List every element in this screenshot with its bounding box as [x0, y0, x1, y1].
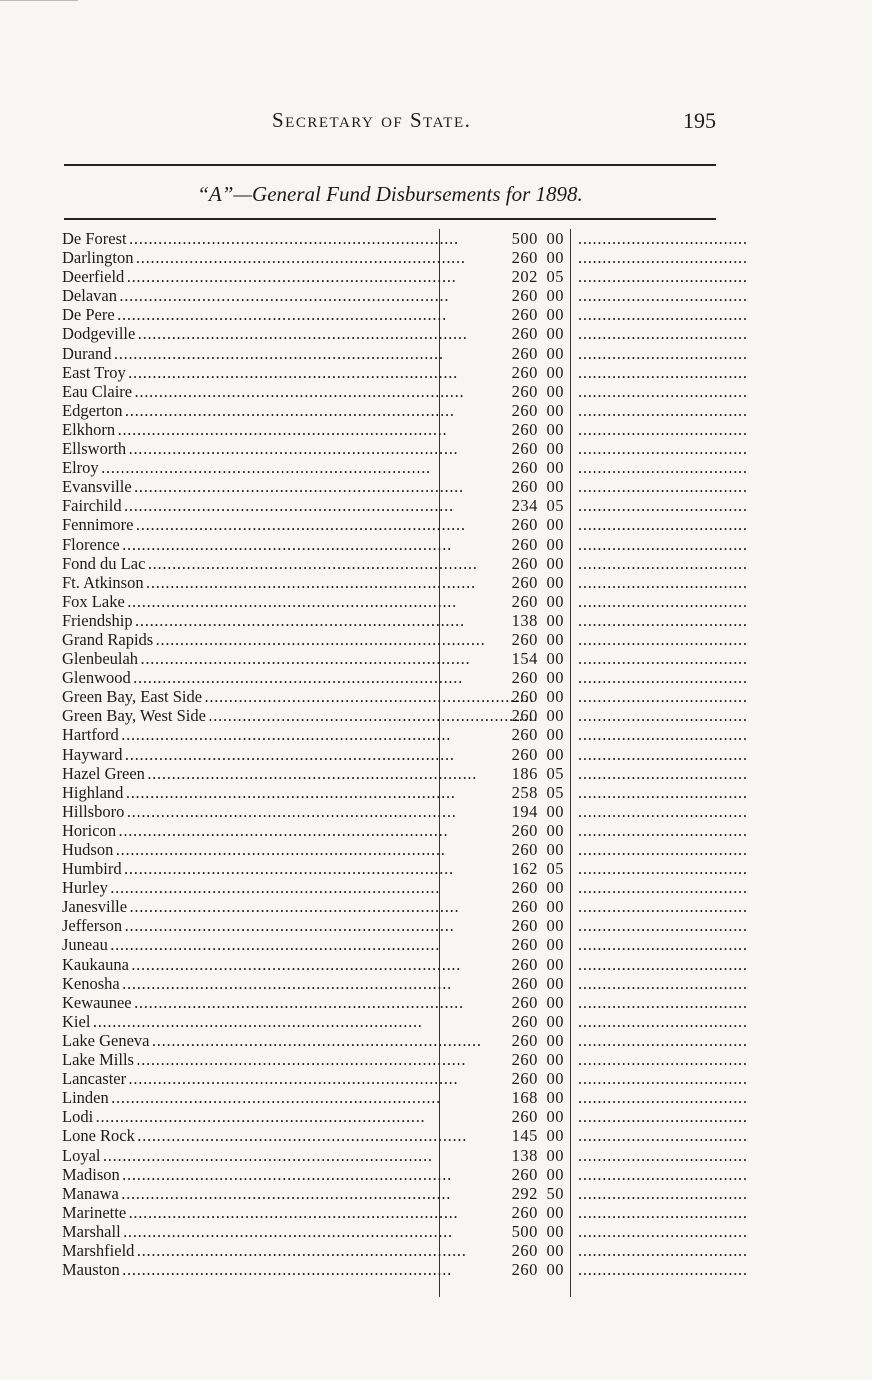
amount: 145 00 — [511, 1126, 564, 1146]
leader-dots: . . . . . . . . . . . . . . . . . . . . . . . . . . . . . . . . . . . — [578, 1011, 746, 1031]
amount: 260 00 — [511, 629, 564, 649]
table-row — [62, 744, 746, 764]
leader-dots: . . . . . . . . . . . . . . . . . . . . . . . . . . . . . . . . . . . — [578, 629, 746, 649]
table-row — [62, 591, 746, 611]
leader-dots: . . . . . . . . . . . . . . . . . . . . . . . . . . . . . . . . . . . — [578, 801, 746, 821]
amount: 260 00 — [511, 1050, 564, 1070]
leader-dots: . . . . . . . . . . . . . . . . . . . . . . . . . . . . . . . . . . . — [578, 400, 746, 420]
place-name: Loyal . . . — [62, 1146, 436, 1165]
leader-dots: . . . . . . . . . . . . . . . . . . . . . . . . . . . . . . . . . . . — [578, 706, 746, 726]
leader-dots: . . . . . . . . . . . . . . . . . . . . . . . . . . . . . . . . . . . — [578, 1202, 746, 1222]
leader-dots: . . . . . . . . . . . . . . . . . . . . . . . . . . . . . . . . . . . — [578, 610, 746, 630]
amount: 260 00 — [511, 878, 564, 898]
place-name: Marshfield . . . — [62, 1241, 436, 1260]
leader-dots: . . . . . . . . . . . . . . . . . . . . . . . . . . . . . . . . . . . — [578, 1050, 746, 1070]
table-row — [62, 935, 746, 955]
amount: 260 00 — [511, 706, 564, 726]
table-row — [62, 725, 746, 745]
amount: 260 00 — [511, 362, 564, 382]
amount: 260 00 — [511, 439, 564, 459]
amount: 260 00 — [511, 1164, 564, 1184]
table-row — [62, 1240, 746, 1260]
table-row — [62, 1145, 746, 1165]
leader-dots: . . . . . . . . . . . . . . . . . . . . . . . . . . . . . . . . . . . — [578, 248, 746, 268]
leader-dots: . . . . . . . . . . . . . . . . . . . . . . . . . . . . . . . . . . . — [578, 1240, 746, 1260]
amount: 154 00 — [511, 649, 564, 669]
amount: 260 00 — [511, 419, 564, 439]
leader-dots: . . . . . . . . . . . . . . . . . . . . . . . . . . . . . . . . . . . — [578, 286, 746, 306]
amount: 260 00 — [511, 668, 564, 688]
table-row — [62, 1126, 746, 1146]
place-name: Kenosha . . . — [62, 974, 436, 993]
place-name: Humbird . . . — [62, 859, 436, 878]
leader-dots: . . . . . . . . . . . . . . . . . . . . . . . . . . . . . . . . . . . — [578, 840, 746, 859]
table-row — [62, 419, 746, 439]
leader-dots: . . . . . . . . . . . . . . . . . . . . . . . . . . . . . . . . . . . — [578, 419, 746, 439]
table-row — [62, 782, 746, 802]
leader-dots: . . . . . . . . . . . . . . . . . . . . . . . . . . . . . . . . . . . — [578, 935, 746, 955]
place-name: Janesville . . . — [62, 897, 436, 916]
leader-dots: . . . . . . . . . . . . . . . . . . . . . . . . . . . . . . . . . . . — [578, 381, 746, 401]
place-name: Manawa . . . — [62, 1184, 436, 1203]
amount: 260 00 — [511, 400, 564, 420]
place-name: Ft. Atkinson . . . — [62, 573, 436, 592]
place-name: Fox Lake . . . — [62, 592, 436, 611]
amount: 260 00 — [511, 343, 564, 363]
amount: 260 00 — [511, 324, 564, 344]
amount: 260 00 — [511, 572, 564, 592]
amount: 260 00 — [511, 935, 564, 955]
leader-dots: . . . . . . . . . . . . . . . . . . . . . . . . . . . . . . . . . . . — [578, 954, 746, 974]
leader-dots: . . . . . . . . . . . . . . . . . . . . . . . . . . . . . . . . . . . — [578, 897, 746, 917]
amount: 260 00 — [511, 916, 564, 936]
leader-dots: . . . . . . . . . . . . . . . . . . . . . . . . . . . . . . . . . . . — [578, 668, 746, 688]
table-row — [62, 1030, 746, 1050]
place-name: Durand . . . — [62, 344, 436, 363]
leader-dots: . . . . . . . . . . . . . . . . . . . . . . . . . . . . . . . . . . . — [578, 1107, 746, 1127]
table-row — [62, 229, 746, 248]
place-name: Linden . . . — [62, 1088, 436, 1107]
table-row — [62, 477, 746, 497]
amount: 260 00 — [511, 248, 564, 268]
amount: 260 00 — [511, 840, 564, 859]
leader-dots: . . . . . . . . . . . . . . . . . . . . . . . . . . . . . . . . . . . — [578, 782, 746, 802]
amount: 202 05 — [511, 267, 564, 287]
place-name: Glenbeulah . . . — [62, 649, 436, 668]
amount: 138 00 — [511, 1145, 564, 1165]
place-name: Dodgeville . . . — [62, 324, 436, 343]
place-name: Elroy . . . — [62, 458, 436, 477]
leader-dots: . . . . . . . . . . . . . . . . . . . . . . . . . . . . . . . . . . . — [578, 515, 746, 535]
table-row — [62, 324, 746, 344]
table-row — [62, 801, 746, 821]
leader-dots: . . . . . . . . . . . . . . . . . . . . . . . . . . . . . . . . . . . — [578, 1088, 746, 1108]
table-row — [62, 992, 746, 1012]
table-row — [62, 840, 746, 859]
table-row — [62, 859, 746, 879]
amount: 260 00 — [511, 992, 564, 1012]
place-name: Lake Mills . . . — [62, 1050, 436, 1069]
leader-dots: . . . . . . . . . . . . . . . . . . . . . . . . . . . . . . . . . . . — [578, 878, 746, 898]
table-row — [62, 687, 746, 707]
amount: 260 00 — [511, 1260, 564, 1280]
table-row — [62, 400, 746, 420]
amount: 260 00 — [511, 286, 564, 306]
amount: 260 00 — [511, 1107, 564, 1127]
amount: 260 00 — [511, 744, 564, 764]
table-row — [62, 515, 746, 535]
place-name: Highland . . . — [62, 783, 436, 802]
leader-dots: . . . . . . . . . . . . . . . . . . . . . . . . . . . . . . . . . . . — [578, 916, 746, 936]
place-name: Hartford . . . — [62, 725, 436, 744]
header-rule — [64, 164, 716, 166]
place-name: Fairchild . . . — [62, 496, 436, 515]
place-name: Edgerton . . . — [62, 401, 436, 420]
amount: 260 00 — [511, 820, 564, 840]
amount: 168 00 — [511, 1088, 564, 1108]
place-name: Fond du Lac . . . — [62, 554, 436, 573]
leader-dots: . . . . . . . . . . . . . . . . . . . . . . . . . . . . . . . . . . . — [578, 1126, 746, 1146]
leader-dots: . . . . . . . . . . . . . . . . . . . . . . . . . . . . . . . . . . . — [578, 973, 746, 993]
amount: 260 00 — [511, 305, 564, 325]
leader-dots: . . . . . . . . . . . . . . . . . . . . . . . . . . . . . . . . . . . — [578, 744, 746, 764]
table-row — [62, 553, 746, 573]
place-name: Jefferson . . . — [62, 916, 436, 935]
leader-dots: . . . . . . . . . . . . . . . . . . . . . . . . . . . . . . . . . . . — [578, 649, 746, 669]
place-name: Deerfield . . . — [62, 267, 436, 286]
leader-dots: . . . . . . . . . . . . . . . . . . . . . . . . . . . . . . . . . . . — [578, 1145, 746, 1165]
running-head: Secretary of State. — [272, 108, 472, 132]
table-row — [62, 649, 746, 669]
table-row — [62, 572, 746, 592]
leader-dots: . . . . . . . . . . . . . . . . . . . . . . . . . . . . . . . . . . . — [578, 534, 746, 554]
table-title: “A”—General Fund Disbursements for 1898. — [197, 182, 583, 206]
place-name: Glenwood . . . — [62, 668, 436, 687]
table-row — [62, 897, 746, 917]
place-name: Florence . . . — [62, 535, 436, 554]
leader-dots: . . . . . . . . . . . . . . . . . . . . . . . . . . . . . . . . . . . — [578, 725, 746, 745]
leader-dots: . . . . . . . . . . . . . . . . . . . . . . . . . . . . . . . . . . . — [578, 1260, 746, 1280]
table-row — [62, 668, 746, 688]
amount: 260 00 — [511, 897, 564, 917]
leader-dots: . . . . . . . . . . . . . . . . . . . . . . . . . . . . . . . . . . . — [578, 553, 746, 573]
place-name: Green Bay, West Side . . . — [62, 706, 436, 725]
amount: 260 00 — [511, 1069, 564, 1089]
amount: 500 00 — [511, 1221, 564, 1241]
leader-dots: . . . . . . . . . . . . . . . . . . . . . . . . . . . . . . . . . . . — [578, 477, 746, 497]
disbursement-list — [62, 229, 746, 1280]
place-name: Marshall . . . — [62, 1222, 436, 1241]
table-row — [62, 1183, 746, 1203]
table-row — [62, 248, 746, 268]
place-name: Hayward . . . — [62, 745, 436, 764]
place-name: Lake Geneva . . . — [62, 1031, 436, 1050]
amount: 260 00 — [511, 477, 564, 497]
table-row — [62, 1088, 746, 1108]
leader-dots: . . . . . . . . . . . . . . . . . . . . . . . . . . . . . . . . . . . — [578, 763, 746, 783]
table-row — [62, 496, 746, 516]
table-row — [62, 458, 746, 478]
place-name: Grand Rapids . . . — [62, 630, 436, 649]
place-name: East Troy . . . — [62, 363, 436, 382]
place-name: Ellsworth . . . — [62, 439, 436, 458]
place-name: Juneau . . . — [62, 935, 436, 954]
amount: 162 05 — [511, 859, 564, 879]
place-name: Mauston . . . — [62, 1260, 436, 1279]
amount: 260 00 — [511, 725, 564, 745]
table-row — [62, 820, 746, 840]
leader-dots: . . . . . . . . . . . . . . . . . . . . . . . . . . . . . . . . . . . — [578, 343, 746, 363]
place-name: Green Bay, East Side . . . — [62, 687, 436, 706]
amount: 260 00 — [511, 381, 564, 401]
table-row — [62, 534, 746, 554]
amount: 194 00 — [511, 801, 564, 821]
table-row — [62, 305, 746, 325]
place-name: Madison . . . — [62, 1165, 436, 1184]
amount: 258 05 — [511, 782, 564, 802]
amount: 138 00 — [511, 610, 564, 630]
place-name: Lone Rock . . . — [62, 1126, 436, 1145]
title-rule — [64, 218, 716, 220]
table-row — [62, 1069, 746, 1089]
place-name: Kiel . . . — [62, 1012, 436, 1031]
leader-dots: . . . . . . . . . . . . . . . . . . . . . . . . . . . . . . . . . . . — [578, 267, 746, 287]
place-name: Elkhorn . . . — [62, 420, 436, 439]
amount: 260 00 — [511, 458, 564, 478]
place-name: Delavan . . . — [62, 286, 436, 305]
amount: 500 00 — [511, 229, 564, 248]
table-row — [62, 1260, 746, 1280]
place-name: Fennimore . . . — [62, 515, 436, 534]
place-name: Lancaster . . . — [62, 1069, 436, 1088]
amount: 260 00 — [511, 1202, 564, 1222]
leader-dots: . . . . . . . . . . . . . . . . . . . . . . . . . . . . . . . . . . . — [578, 458, 746, 478]
amount: 260 00 — [511, 687, 564, 707]
place-name: Hurley . . . — [62, 878, 436, 897]
leader-dots: . . . . . . . . . . . . . . . . . . . . . . . . . . . . . . . . . . . — [578, 1221, 746, 1241]
table-row — [62, 1050, 746, 1070]
table-row — [62, 916, 746, 936]
table-row — [62, 343, 746, 363]
place-name: De Pere . . . — [62, 305, 436, 324]
amount: 260 00 — [511, 1030, 564, 1050]
table-row — [62, 1202, 746, 1222]
leader-dots: . . . . . . . . . . . . . . . . . . . . . . . . . . . . . . . . . . . — [578, 572, 746, 592]
scan-edge-mark — [0, 0, 78, 1]
place-name: Eau Claire . . . — [62, 382, 436, 401]
table-row — [62, 267, 746, 287]
amount: 234 05 — [511, 496, 564, 516]
amount: 260 00 — [511, 515, 564, 535]
page-number: 195 — [683, 108, 716, 133]
amount: 260 00 — [511, 591, 564, 611]
place-name: Hazel Green . . . — [62, 764, 436, 783]
table-row — [62, 954, 746, 974]
leader-dots: . . . . . . . . . . . . . . . . . . . . . . . . . . . . . . . . . . . — [578, 1030, 746, 1050]
leader-dots: . . . . . . . . . . . . . . . . . . . . . . . . . . . . . . . . . . . — [578, 820, 746, 840]
table-row — [62, 706, 746, 726]
place-name: Hudson . . . — [62, 840, 436, 859]
place-name: Marinette . . . — [62, 1203, 436, 1222]
leader-dots: . . . . . . . . . . . . . . . . . . . . . . . . . . . . . . . . . . . — [578, 305, 746, 325]
place-name: Kewaunee . . . — [62, 993, 436, 1012]
table-row — [62, 629, 746, 649]
table-row — [62, 1107, 746, 1127]
place-name: Lodi . . . — [62, 1107, 436, 1126]
amount: 260 00 — [511, 553, 564, 573]
amount: 260 00 — [511, 1240, 564, 1260]
table-row — [62, 439, 746, 459]
amount: 260 00 — [511, 973, 564, 993]
table-row — [62, 973, 746, 993]
table-row — [62, 362, 746, 382]
leader-dots: . . . . . . . . . . . . . . . . . . . . . . . . . . . . . . . . . . . — [578, 324, 746, 344]
amount: 260 00 — [511, 954, 564, 974]
place-name: De Forest . . . — [62, 229, 436, 248]
place-name: Friendship . . . — [62, 611, 436, 630]
leader-dots: . . . . . . . . . . . . . . . . . . . . . . . . . . . . . . . . . . . — [578, 439, 746, 459]
amount: 260 00 — [511, 1011, 564, 1031]
leader-dots: . . . . . . . . . . . . . . . . . . . . . . . . . . . . . . . . . . . — [578, 1183, 746, 1203]
table-row — [62, 381, 746, 401]
table-row — [62, 1164, 746, 1184]
leader-dots: . . . . . . . . . . . . . . . . . . . . . . . . . . . . . . . . . . . — [578, 1069, 746, 1089]
leader-dots: . . . . . . . . . . . . . . . . . . . . . . . . . . . . . . . . . . . — [578, 859, 746, 879]
table-row — [62, 1011, 746, 1031]
place-name: Horicon . . . — [62, 821, 436, 840]
leader-dots: . . . . . . . . . . . . . . . . . . . . . . . . . . . . . . . . . . . — [578, 229, 746, 248]
leader-dots: . . . . . . . . . . . . . . . . . . . . . . . . . . . . . . . . . . . — [578, 687, 746, 707]
place-name: Darlington . . . — [62, 248, 436, 267]
place-name: Evansville . . . — [62, 477, 436, 496]
amount: 292 50 — [511, 1183, 564, 1203]
table-row — [62, 1221, 746, 1241]
leader-dots: . . . . . . . . . . . . . . . . . . . . . . . . . . . . . . . . . . . — [578, 992, 746, 1012]
table-row — [62, 763, 746, 783]
leader-dots: . . . . . . . . . . . . . . . . . . . . . . . . . . . . . . . . . . . — [578, 1164, 746, 1184]
amount: 186 05 — [511, 763, 564, 783]
table-row — [62, 610, 746, 630]
place-name: Kaukauna . . . — [62, 955, 436, 974]
leader-dots: . . . . . . . . . . . . . . . . . . . . . . . . . . . . . . . . . . . — [578, 591, 746, 611]
place-name: Hillsboro . . . — [62, 802, 436, 821]
table-row — [62, 878, 746, 898]
amount: 260 00 — [511, 534, 564, 554]
page-header — [64, 108, 716, 138]
leader-dots: . . . . . . . . . . . . . . . . . . . . . . . . . . . . . . . . . . . — [578, 362, 746, 382]
table-row — [62, 286, 746, 306]
leader-dots: . . . . . . . . . . . . . . . . . . . . . . . . . . . . . . . . . . . — [578, 496, 746, 516]
